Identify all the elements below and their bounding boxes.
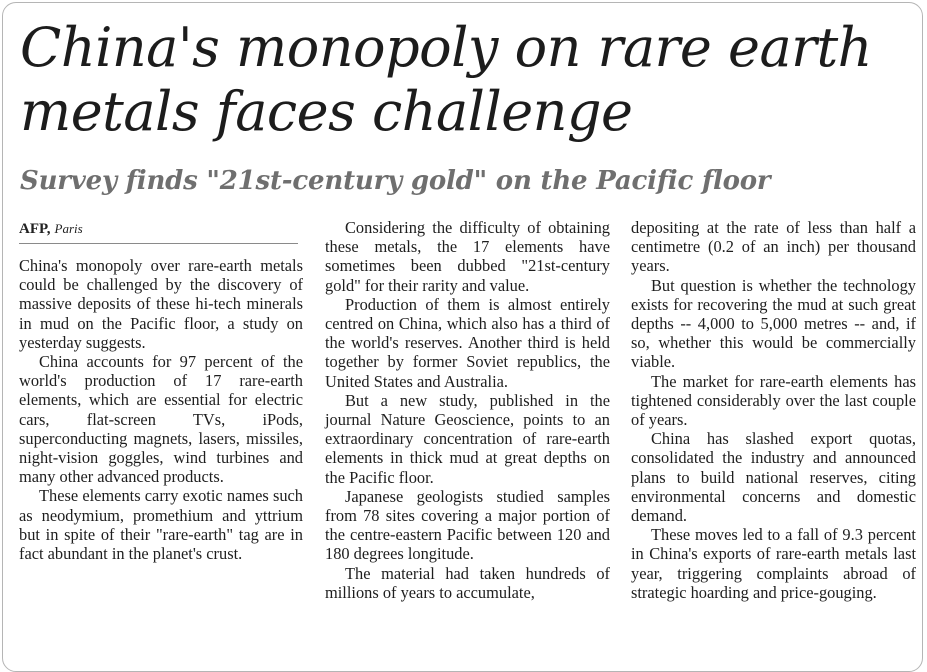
- paragraph: China has slashed export quotas, consolidated the industry and announced plans to build national reserves, citing environmental concerns and domestic demand.: [631, 429, 916, 526]
- paragraph: China accounts for 97 percent of the world's production of 17 rare-earth elements, which are essential for electric cars, flat-screen TVs, iPods, superconducting magnets, lasers, missiles, night-vision goggles, wind turbines and many other advanced products.: [19, 352, 303, 487]
- article-column-3: [631, 218, 916, 602]
- byline-place: Paris: [54, 221, 83, 236]
- paragraph-continuation: depositing at the rate of less than half a centimetre (0.2 of an inch) per thousand years.: [631, 218, 916, 276]
- paragraph: These elements carry exotic names such as neodymium, promethium and yttrium but in spite of their "rare-earth" tag are in fact abundant in the planet's crust.: [19, 486, 303, 564]
- paragraph: The material had taken hundreds of millions of years to accumulate,: [325, 563, 610, 602]
- byline-agency: AFP,: [19, 221, 51, 237]
- paragraph: These moves led to a fall of 9.3 percent in China's exports of rare-earth metals last year, triggering complaints abroad of strategic hoarding and price-gouging.: [631, 525, 916, 602]
- headline: China's monopoly on rare earth metals faces challenge: [20, 16, 872, 143]
- paragraph: Japanese geologists studied samples from 78 sites covering a major portion of the centre-eastern Pacific between 120 and 180 degrees longitude.: [325, 486, 610, 564]
- article-column-1: [19, 256, 303, 563]
- paragraph: But question is whether the technology exists for recovering the mud at such great depths -- 4,000 to 5,000 metres -- and, if so, whether this would be commercially viable.: [631, 275, 916, 372]
- paragraph: Production of them is almost entirely centred on China, which also has a third of the world's reserves. Another third is held together by former Soviet republics, the United States and Australia.: [325, 294, 610, 391]
- paragraph: But a new study, published in the journal Nature Geoscience, points to an extraordinary concentration of rare-earth elements in thick mud at great depths on the Pacific floor.: [325, 390, 610, 487]
- byline-divider: [19, 243, 298, 244]
- article-column-2: [325, 218, 610, 602]
- paragraph: China's monopoly over rare-earth metals could be challenged by the discovery of massive deposits of these hi-tech minerals in mud on the Pacific floor, a study on yesterday suggests.: [19, 256, 303, 352]
- paragraph: The market for rare-earth elements has tightened considerably over the last couple of years.: [631, 371, 916, 430]
- subheadline: Survey finds "21st-century gold" on the Pacific floor: [20, 166, 771, 196]
- byline: [19, 220, 83, 238]
- paragraph: Considering the difficulty of obtaining these metals, the 17 elements have sometimes been dubbed "21st-century gold" for their rarity and value.: [325, 218, 610, 295]
